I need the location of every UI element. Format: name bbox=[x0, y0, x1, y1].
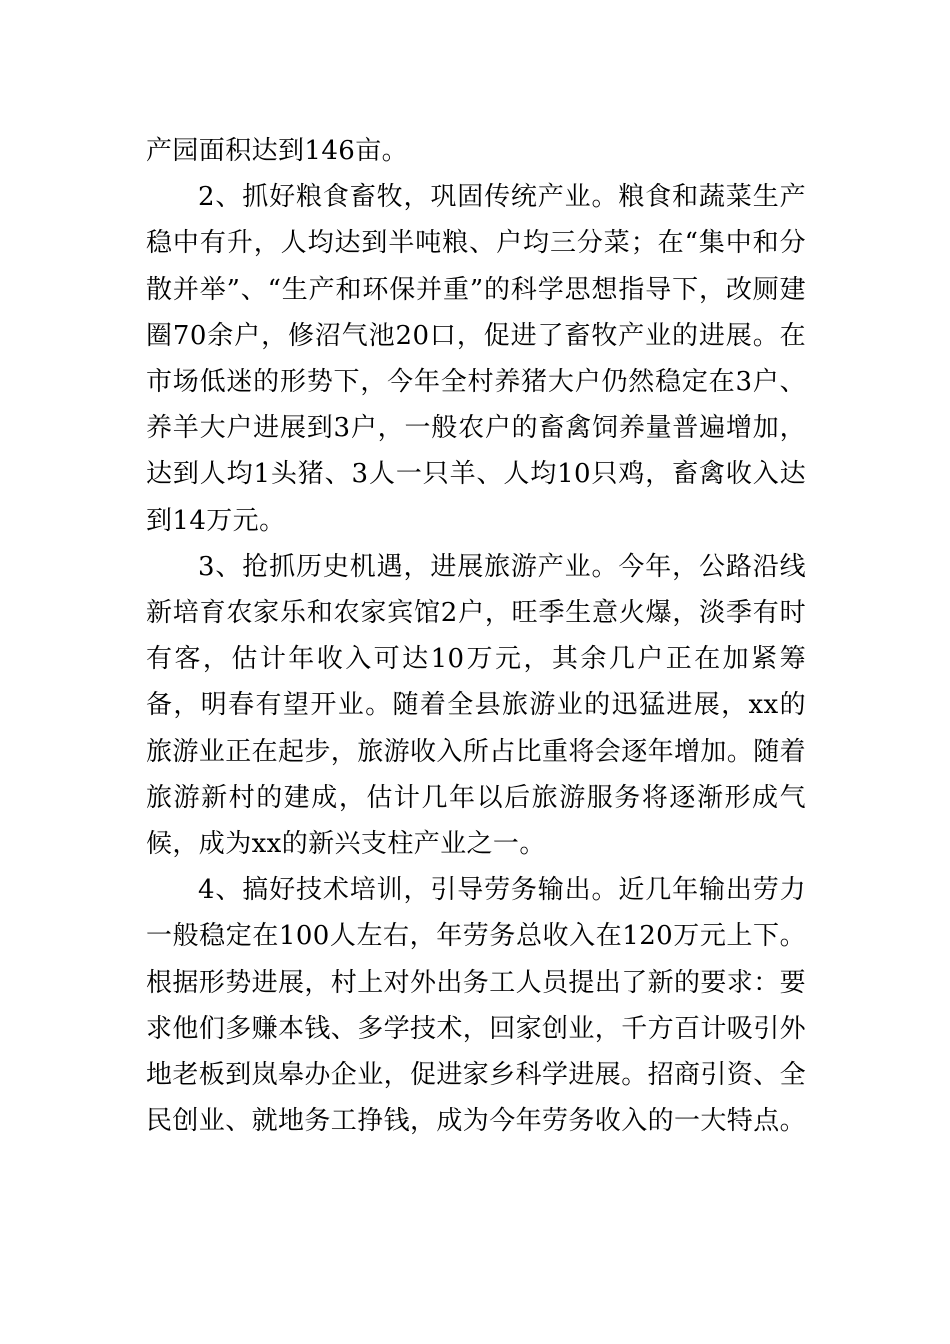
paragraph-4-labor-training: 4、搞好技术培训，引导劳务输出。近几年输出劳力一般稳定在100人左右，年劳务总收入在120万元上下。根据形势进展，村上对外出务工人员提出了新的要求：要求他们多赚本钱、多学技术，回家创业，千方百计吸引外地老板到岚皋办企业，促进家乡科学进展。招商引资、全民创业、就地务工挣钱，成为今年劳务收入的一大特点。 bbox=[146, 875, 807, 1137]
paragraph-1-continuation: 产园面积达到146亩。 bbox=[146, 136, 409, 166]
paragraph-2-grain-livestock: 2、抓好粮食畜牧，巩固传统产业。粮食和蔬菜生产稳中有升，人均达到半吨粮、户均三分菜；在“集中和分散并举”、“生产和环保并重”的科学思想指导下，改厕建圈70余户，修沼气池20口，促进了畜牧产业的进展。在市场低迷的形势下，今年全村养猪大户仍然稳定在3户、养羊大户进展到3户，一般农户的畜禽饲养量普遍增加，达到人均1头猪、3人一只羊、人均10只鸡，畜禽收入达到14万元。 bbox=[146, 182, 806, 536]
document-body bbox=[146, 128, 806, 1144]
paragraph-3-tourism: 3、抢抓历史机遇，进展旅游产业。今年，公路沿线新培育农家乐和农家宾馆2户，旺季生意火爆，淡季有时有客，估计年收入可达10万元，其余几户正在加紧筹备，明春有望开业。随着全县旅游业的迅猛进展，xx的旅游业正在起步，旅游收入所占比重将会逐年增加。随着旅游新村的建成，估计几年以后旅游服务将逐渐形成气候，成为xx的新兴支柱产业之一。 bbox=[146, 551, 807, 860]
